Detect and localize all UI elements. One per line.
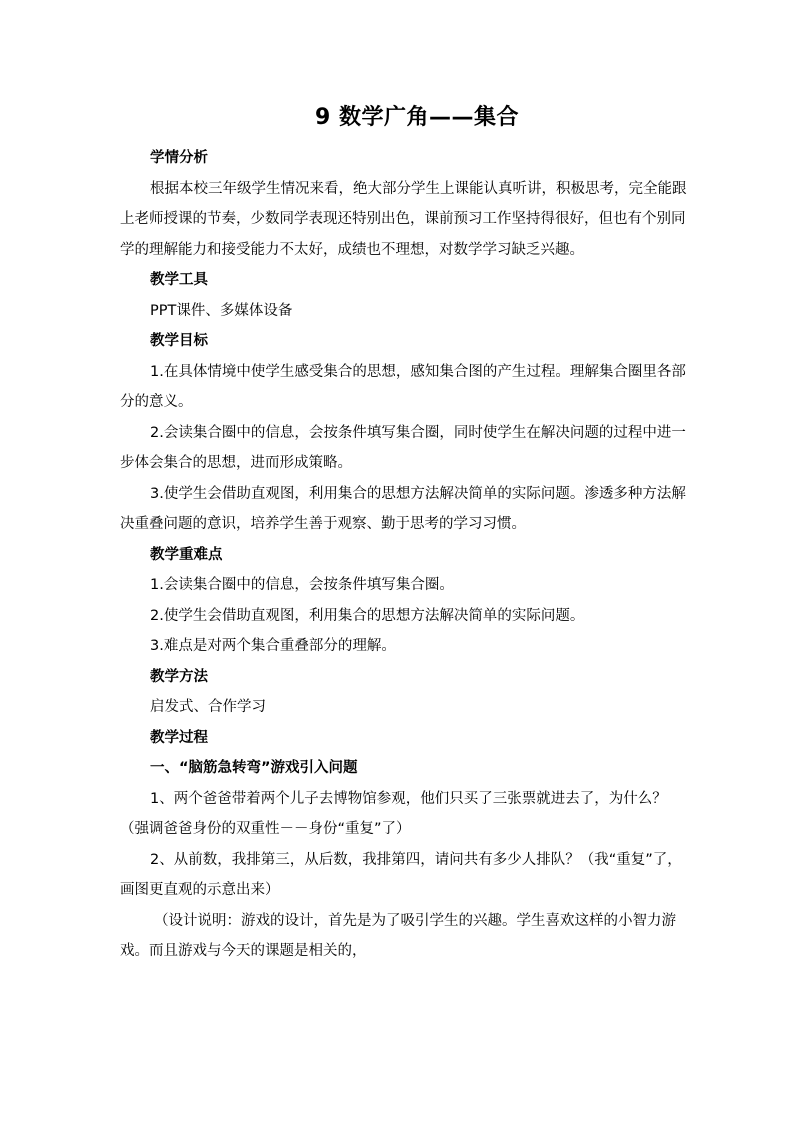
document-body	[120, 143, 690, 967]
keypoint-item: 3.难点是对两个集合重叠部分的理解。	[150, 638, 396, 654]
goal-item: 3.使学生会借助直观图，利用集合的思想方法解决简单的实际问题。渗透多种方法解决重叠问题的意识，培养学生善于观察、勤于思考的学习习惯。	[120, 485, 686, 532]
page-title: 9 数学广角——集合	[315, 105, 519, 130]
keypoint-item: 2.使学生会借助直观图，利用集合的思想方法解决简单的实际问题。	[150, 607, 585, 624]
process-subheading: 一、“脑筋急转弯”游戏引入问题	[150, 760, 358, 776]
goal-item: 2.会读集合圈中的信息，会按条件填写集合圈，同时使学生在解决问题的过程中进一步体会集合的思想，进而形成策略。	[120, 424, 686, 471]
section-heading-goals: 教学目标	[150, 333, 208, 349]
section-heading-tools: 教学工具	[150, 272, 208, 288]
section-heading-keypoints: 教学重难点	[150, 546, 223, 563]
methods-text: 启发式、合作学习	[150, 699, 266, 715]
section-heading-analysis: 学情分析	[150, 150, 208, 166]
analysis-paragraph: 根据本校三年级学生情况来看，绝大部分学生上课能认真听讲，积极思考，完全能跟上老师授课的节奏，少数同学表现还特别出色，课前预习工作坚持得很好，但也有个别同学的理解能力和接受能力不太好，成绩也不理想，对数学学习缺乏兴趣。	[120, 180, 687, 258]
tools-text: PPT课件、多媒体设备	[150, 302, 293, 319]
process-item: 2、从前数，我排第三，从后数，我排第四，请问共有多少人排队？（我“重复”了，画图更直观的示意出来）	[120, 851, 682, 898]
process-item: 1、两个爸爸带着两个儿子去博物馆参观，他们只买了三张票就进去了，为什么？（强调爸爸身份的双重性－－身份“重复”了）	[120, 790, 667, 837]
goal-item: 1.在具体情境中使学生感受集合的思想，感知集合图的产生过程。理解集合圈里各部分的意义。	[120, 363, 686, 410]
keypoint-item: 1.会读集合圈中的信息，会按条件填写集合圈。	[150, 577, 454, 593]
section-heading-process: 教学过程	[150, 729, 208, 746]
design-note: （设计说明：游戏的设计，首先是为了吸引学生的兴趣。学生喜欢这样的小智力游戏。而且游戏与今天的课题是相关的，	[120, 912, 676, 959]
section-heading-methods: 教学方法	[150, 668, 208, 685]
